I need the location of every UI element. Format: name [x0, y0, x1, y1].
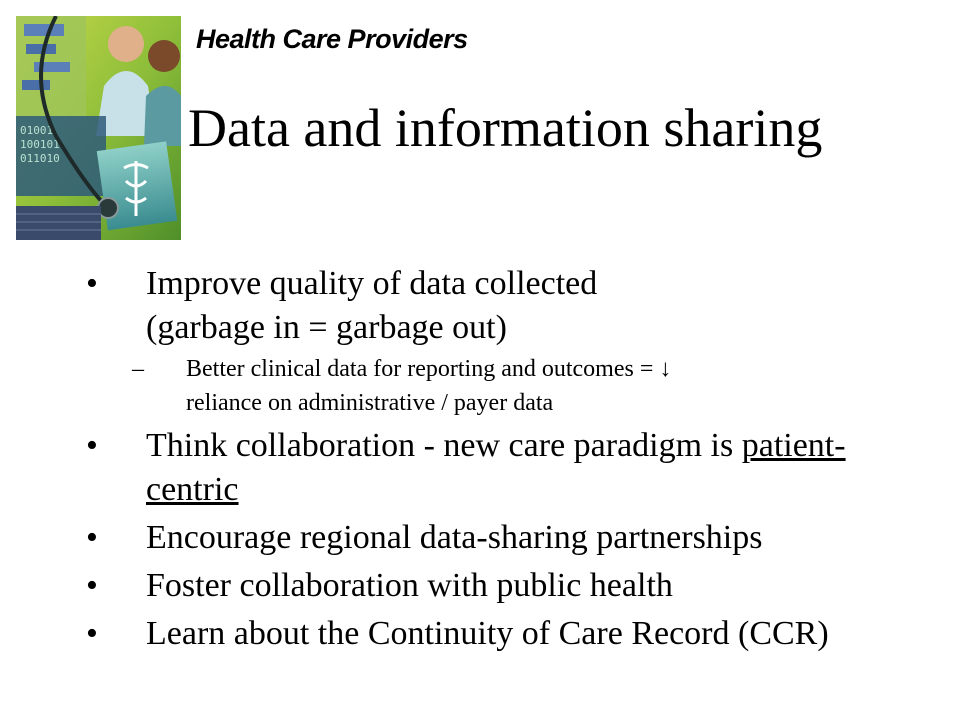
bullet-text: Foster collaboration with public health [146, 567, 673, 604]
slide-title: Data and information sharing [188, 98, 823, 158]
bullet-marker: • [86, 265, 98, 302]
bullet-item-collaboration [0, 424, 960, 512]
slide-subtitle: Health Care Providers [196, 24, 468, 54]
bullet-item-public-health [0, 564, 960, 608]
underlined-text: patient- [741, 427, 846, 464]
healthcare-logo-image [16, 16, 181, 240]
sub-bullet-text-line: Better clinical data for reporting and outcomes = ↓ [186, 356, 672, 382]
underlined-text: centric [146, 471, 239, 508]
sub-bullet-item-clinical-data [0, 352, 960, 420]
dash-marker: – [132, 356, 144, 382]
svg-text:01001: 01001 [20, 124, 54, 137]
bullet-text: Encourage regional data-sharing partnerships [146, 519, 763, 556]
bullet-marker: • [86, 519, 98, 556]
bullet-item-regional-partnerships [0, 516, 960, 560]
sub-bullet-text-line: reliance on administrative / payer data [186, 390, 554, 416]
bullet-item-ccr [0, 612, 960, 656]
bullet-text-line: Improve quality of data collected [146, 265, 598, 302]
bullet-marker: • [86, 567, 98, 604]
bullet-marker: • [86, 427, 98, 464]
svg-text:100101: 100101 [20, 138, 60, 151]
bullet-marker: • [86, 615, 98, 652]
bullet-text-line: (garbage in = garbage out) [146, 309, 507, 346]
bullet-list [0, 262, 960, 656]
bullet-text: Learn about the Continuity of Care Record (CCR) [146, 615, 829, 652]
bullet-item-improve-quality [0, 262, 960, 350]
svg-text:011010: 011010 [20, 152, 60, 165]
bullet-text: Think collaboration - new care paradigm is [146, 427, 742, 464]
